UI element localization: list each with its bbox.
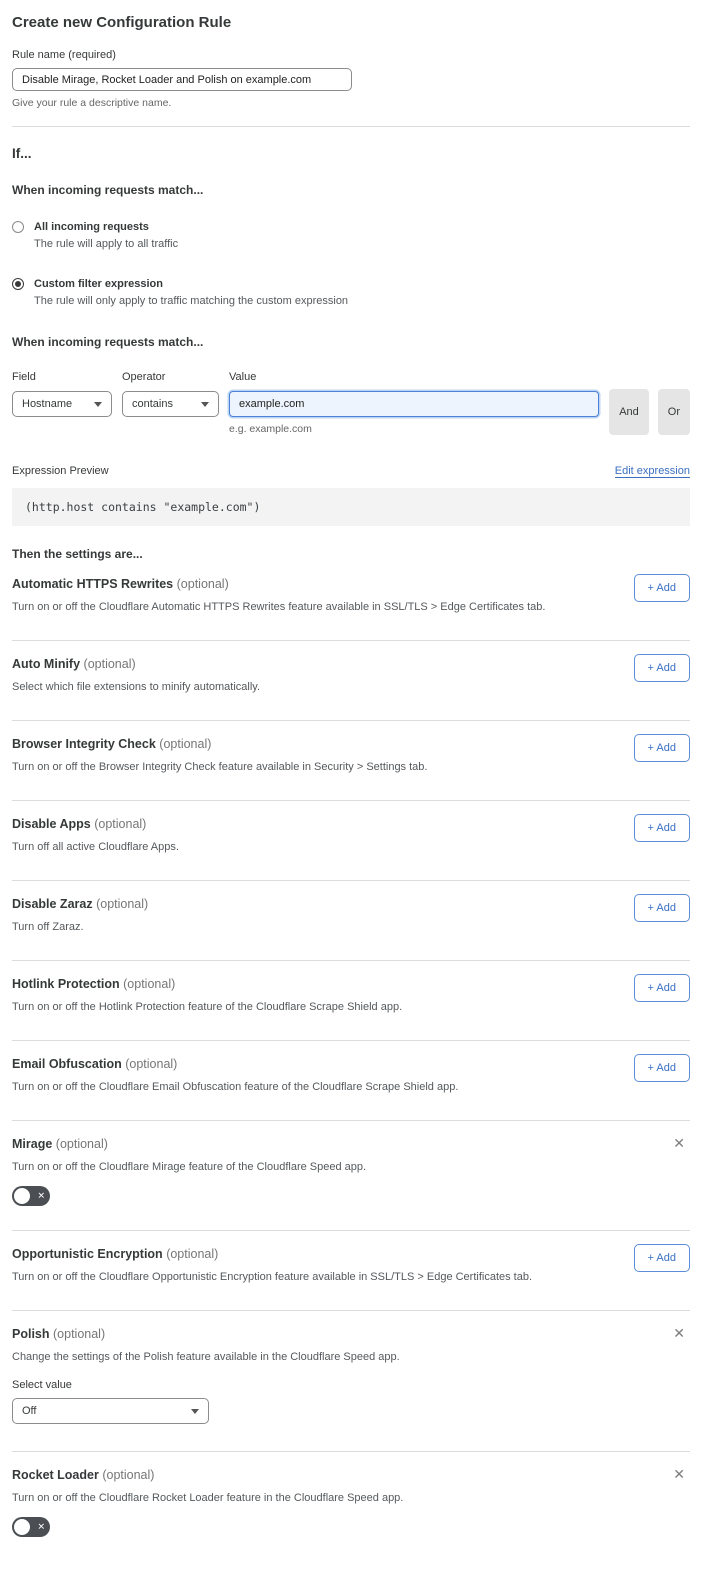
expression-preview-label: Expression Preview: [12, 465, 109, 477]
rule-name-label: Rule name (required): [12, 49, 116, 61]
setting-name: Disable Apps: [12, 817, 91, 831]
setting-row-automatic-https-rewrites: [12, 561, 690, 641]
setting-optional-tag: (optional): [94, 817, 147, 831]
setting-row-hotlink-protection: [12, 961, 690, 1041]
field-select-value: Hostname: [22, 398, 73, 410]
setting-optional-tag: (optional): [102, 1468, 155, 1482]
setting-description: Turn on or off the Cloudflare Mirage feature of the Cloudflare Speed app.: [12, 1161, 367, 1173]
setting-name: Hotlink Protection: [12, 977, 120, 991]
setting-title: [12, 737, 690, 752]
setting-row-rocket-loader: [12, 1452, 690, 1555]
radio-label: All incoming requests: [34, 221, 149, 233]
remove-polish-icon[interactable]: ✕: [673, 1325, 685, 1341]
setting-description: Turn on or off the Hotlink Protection feature of the Cloudflare Scrape Shield app.: [12, 1001, 403, 1013]
add-email-obfuscation-button[interactable]: + Add: [634, 1054, 690, 1082]
add-hotlink-protection-button[interactable]: + Add: [634, 974, 690, 1002]
operator-label: Operator: [122, 371, 166, 383]
radio-all-incoming-requests[interactable]: [12, 221, 690, 250]
setting-optional-tag: (optional): [123, 977, 176, 991]
setting-name: Disable Zaraz: [12, 897, 93, 911]
setting-name: Auto Minify: [12, 657, 81, 671]
value-help: e.g. example.com: [229, 423, 312, 435]
polish-value-select[interactable]: [12, 1398, 209, 1424]
radio-button-icon[interactable]: [12, 278, 24, 290]
rule-name-help: Give your rule a descriptive name.: [12, 97, 172, 109]
setting-row-opportunistic-encryption: [12, 1231, 690, 1311]
setting-description: Turn off all active Cloudflare Apps.: [12, 841, 179, 853]
add-disable-zaraz-button[interactable]: + Add: [634, 894, 690, 922]
setting-row-email-obfuscation: [12, 1041, 690, 1121]
and-or-buttons: [609, 371, 690, 435]
operator-column: [122, 371, 219, 435]
add-automatic-https-rewrites-button[interactable]: + Add: [634, 574, 690, 602]
chevron-down-icon: [191, 1409, 199, 1414]
radio-label: Custom filter expression: [34, 278, 163, 290]
setting-description: Turn on or off the Cloudflare Email Obfuscation feature of the Cloudflare Scrape Shield app.: [12, 1081, 459, 1093]
setting-title: [12, 657, 690, 672]
incoming-requests-match-heading: When incoming requests match...: [12, 183, 204, 197]
radio-description: The rule will apply to all traffic: [34, 238, 179, 250]
rule-name-input[interactable]: [12, 68, 352, 91]
setting-description: Select which file extensions to minify automatically.: [12, 681, 261, 693]
setting-optional-tag: (optional): [55, 1137, 108, 1151]
toggle-knob-icon: [14, 1188, 30, 1204]
value-column: [229, 371, 599, 435]
add-auto-minify-button[interactable]: + Add: [634, 654, 690, 682]
setting-title: [12, 1137, 690, 1152]
setting-title: [12, 1468, 690, 1483]
setting-optional-tag: (optional): [96, 897, 149, 911]
setting-name: Browser Integrity Check: [12, 737, 156, 751]
setting-description: Change the settings of the Polish feature available in the Cloudflare Speed app.: [12, 1351, 400, 1363]
setting-description: Turn on or off the Browser Integrity Check feature available in Security > Settings tab.: [12, 761, 428, 773]
value-input[interactable]: [229, 391, 599, 417]
setting-row-disable-apps: [12, 801, 690, 881]
add-opportunistic-encryption-button[interactable]: + Add: [634, 1244, 690, 1272]
expression-builder-row: [12, 371, 690, 435]
setting-name: Automatic HTTPS Rewrites: [12, 577, 174, 591]
setting-title: [12, 577, 690, 592]
setting-optional-tag: (optional): [176, 577, 229, 591]
chevron-down-icon: [94, 402, 102, 407]
setting-description: Turn off Zaraz.: [12, 921, 84, 933]
rocket-loader-toggle[interactable]: [12, 1517, 50, 1537]
if-heading: If...: [12, 146, 32, 161]
operator-select-value: contains: [132, 398, 173, 410]
setting-row-polish: [12, 1311, 690, 1452]
and-button[interactable]: And: [609, 389, 649, 435]
select-value-label: Select value: [12, 1379, 72, 1391]
radio-description: The rule will only apply to traffic matching the custom expression: [34, 295, 349, 307]
section-divider: [12, 126, 690, 127]
setting-title: [12, 977, 690, 992]
setting-name: Opportunistic Encryption: [12, 1247, 163, 1261]
remove-rocket-loader-icon[interactable]: ✕: [673, 1466, 685, 1482]
request-match-radio-group: [12, 221, 690, 307]
setting-optional-tag: (optional): [125, 1057, 178, 1071]
expression-preview-code: (http.host contains "example.com"): [12, 488, 690, 526]
setting-row-auto-minify: [12, 641, 690, 721]
setting-title: [12, 1327, 690, 1342]
field-select[interactable]: [12, 391, 112, 417]
polish-select-value: Off: [22, 1405, 37, 1417]
rule-name-group: [12, 49, 690, 109]
then-settings-heading: Then the settings are...: [12, 547, 143, 561]
remove-mirage-icon[interactable]: ✕: [673, 1135, 685, 1151]
mirage-toggle[interactable]: [12, 1186, 50, 1206]
setting-name: Rocket Loader: [12, 1468, 99, 1482]
setting-title: [12, 817, 690, 832]
setting-row-disable-zaraz: [12, 881, 690, 961]
setting-title: [12, 1247, 690, 1262]
radio-custom-filter-expression[interactable]: [12, 278, 690, 307]
setting-name: Polish: [12, 1327, 50, 1341]
field-label: Field: [12, 371, 36, 383]
field-column: [12, 371, 112, 435]
setting-optional-tag: (optional): [166, 1247, 219, 1261]
value-label: Value: [229, 371, 257, 383]
radio-button-icon[interactable]: [12, 221, 24, 233]
toggle-knob-icon: [14, 1519, 30, 1535]
page-title: Create new Configuration Rule: [12, 14, 232, 31]
setting-description: Turn on or off the Cloudflare Opportunistic Encryption feature available in SSL/TLS > Edge Certificates tab.: [12, 1271, 533, 1283]
setting-name: Mirage: [12, 1137, 53, 1151]
setting-row-browser-integrity-check: [12, 721, 690, 801]
toggle-off-x-icon: ✕: [37, 1190, 45, 1201]
expression-builder-heading: When incoming requests match...: [12, 335, 204, 349]
setting-row-mirage: [12, 1121, 690, 1231]
toggle-off-x-icon: ✕: [37, 1521, 45, 1532]
chevron-down-icon: [201, 402, 209, 407]
or-button[interactable]: Or: [658, 389, 690, 435]
setting-title: [12, 1057, 690, 1072]
setting-optional-tag: (optional): [83, 657, 136, 671]
add-browser-integrity-check-button[interactable]: + Add: [634, 734, 690, 762]
setting-description: Turn on or off the Cloudflare Automatic HTTPS Rewrites feature available in SSL/TLS > Edge Certificates tab.: [12, 601, 546, 613]
edit-expression-link[interactable]: Edit expression: [614, 465, 690, 477]
setting-description: Turn on or off the Cloudflare Rocket Loader feature in the Cloudflare Speed app.: [12, 1492, 404, 1504]
operator-select[interactable]: [122, 391, 219, 417]
setting-title: [12, 897, 690, 912]
setting-optional-tag: (optional): [159, 737, 212, 751]
setting-optional-tag: (optional): [53, 1327, 106, 1341]
add-disable-apps-button[interactable]: + Add: [634, 814, 690, 842]
setting-name: Email Obfuscation: [12, 1057, 122, 1071]
expression-preview-header: [12, 465, 690, 478]
